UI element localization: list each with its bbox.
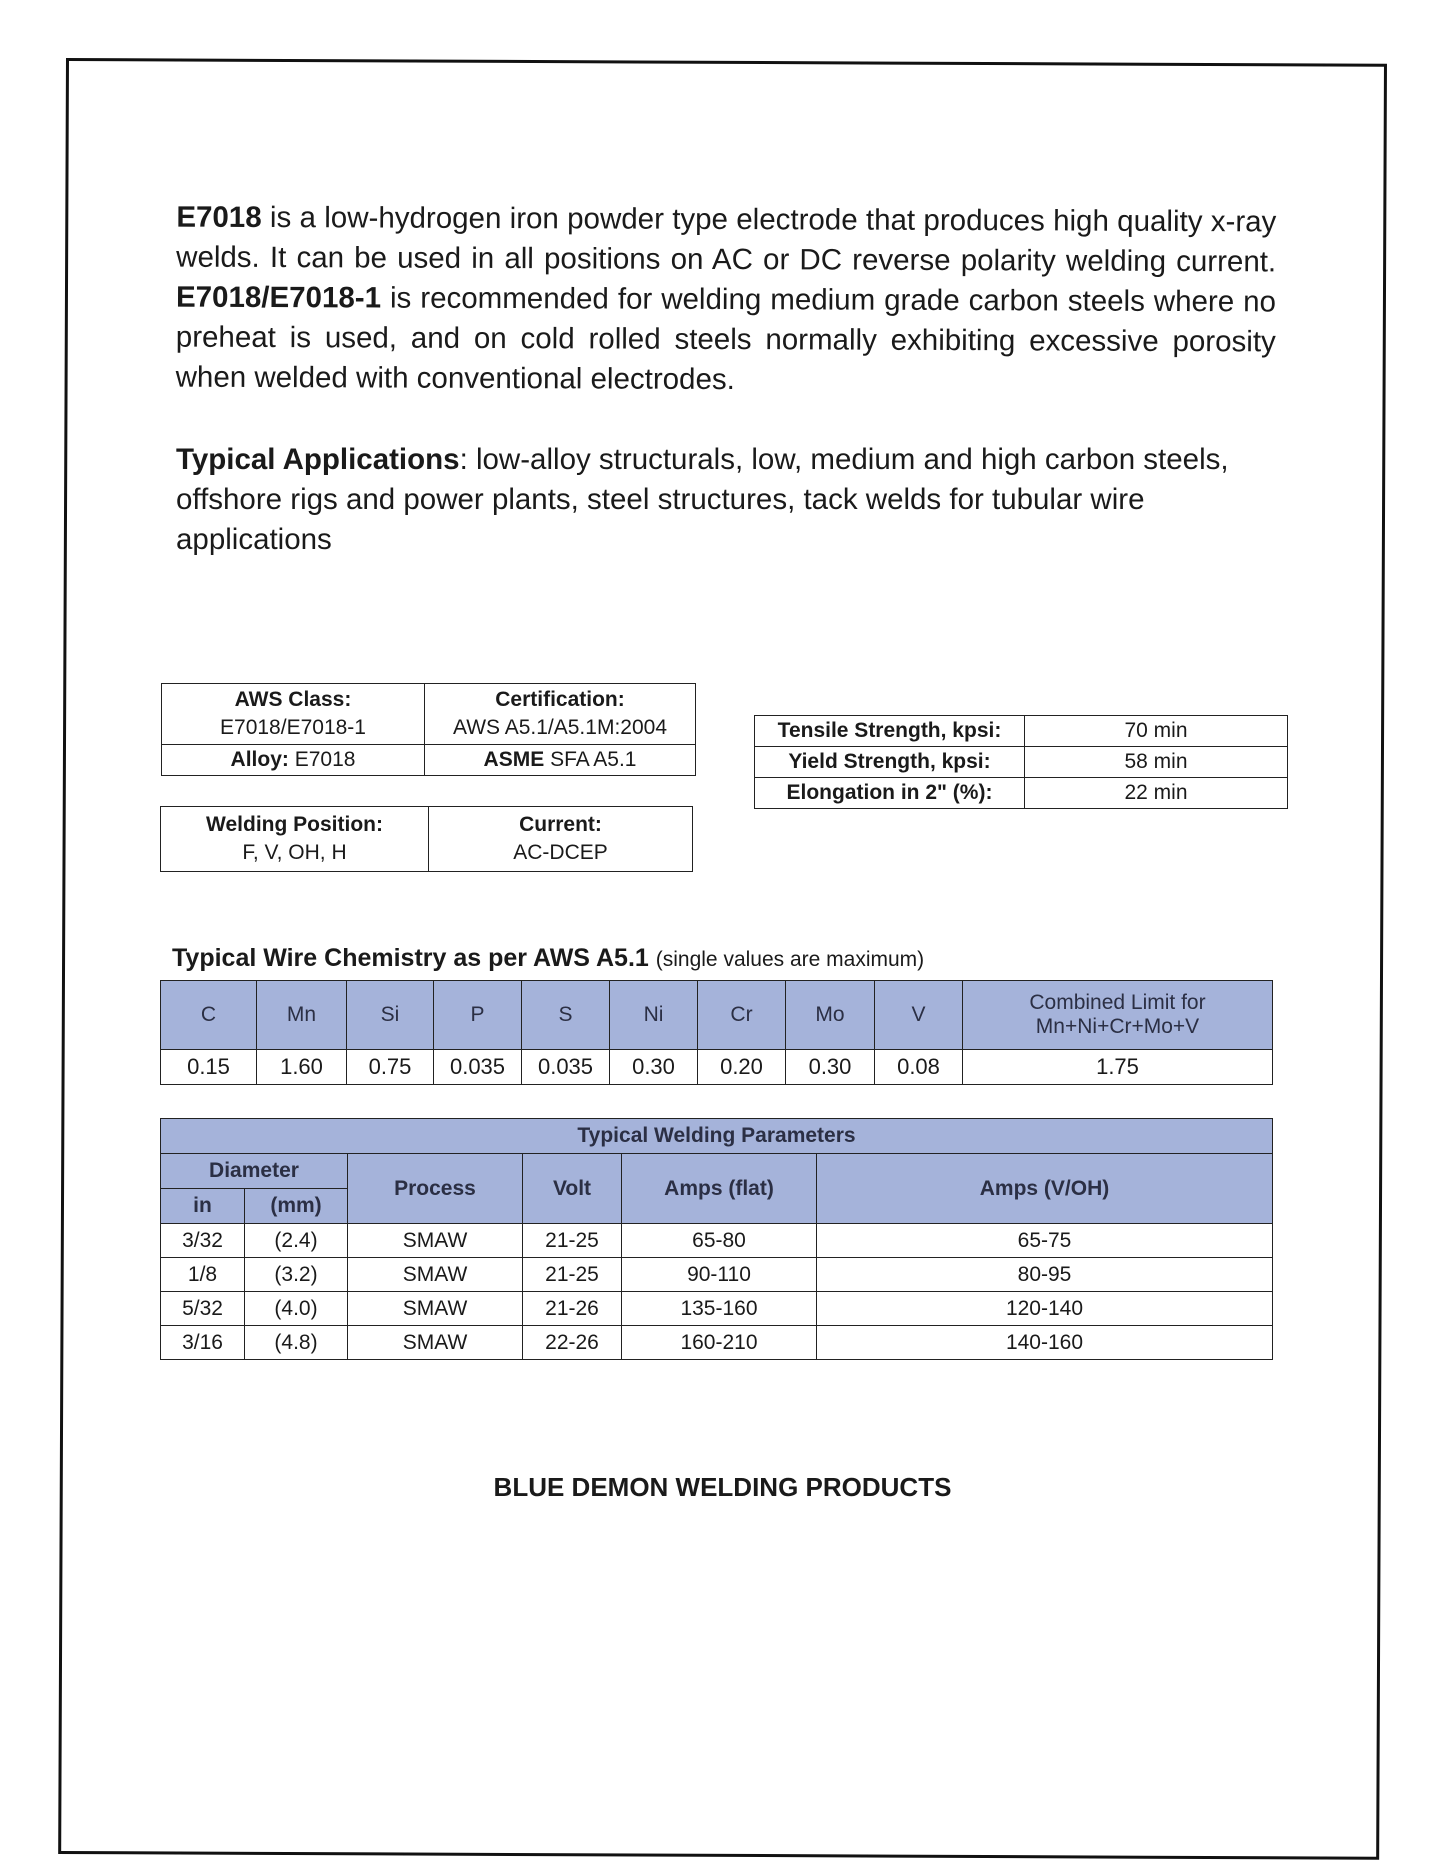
amps-flat: 90-110 <box>622 1258 817 1292</box>
certification-cell <box>425 684 696 745</box>
applications-text: : low-alloy structurals, low, medium and high carbon steels, offshore rigs and power plants, steel structures, tack welds for tubular wire applications <box>176 443 1229 556</box>
certification-label: Certification: <box>495 688 625 711</box>
current-value: AC-DCEP <box>513 841 608 864</box>
chemistry-note: (single values are maximum) <box>655 948 925 971</box>
amps-voh: 65-75 <box>817 1224 1273 1258</box>
table-row <box>161 1224 1273 1258</box>
diameter-in: 3/16 <box>161 1326 245 1360</box>
amps-flat: 160-210 <box>622 1326 817 1360</box>
process: SMAW <box>348 1224 523 1258</box>
welding-position-label: Welding Position: <box>206 813 383 836</box>
table-row <box>161 1292 1273 1326</box>
welding-title: Typical Welding Parameters <box>161 1119 1273 1154</box>
chemistry-table <box>160 980 1273 1085</box>
diameter-in: 3/32 <box>161 1224 245 1258</box>
diameter-header: Diameter <box>161 1154 348 1189</box>
asme-cell <box>425 745 696 776</box>
asme-value: SFA A5.1 <box>550 748 637 771</box>
diameter-mm: (4.0) <box>245 1292 348 1326</box>
applications-label: Typical Applications <box>176 443 460 476</box>
amps-flat-header: Amps (flat) <box>622 1154 817 1224</box>
current-cell <box>429 807 693 872</box>
welding-position-value: F, V, OH, H <box>242 841 347 864</box>
volt: 22-26 <box>523 1326 622 1360</box>
tensile-label: Tensile Strength, kpsi: <box>755 716 1025 747</box>
applications-paragraph <box>176 440 1286 560</box>
yield-label: Yield Strength, kpsi: <box>755 747 1025 778</box>
chem-header-cr: Cr <box>698 981 786 1050</box>
position-table <box>160 806 693 872</box>
chemistry-title-line <box>172 944 924 973</box>
yield-value: 58 min <box>1025 747 1288 778</box>
chem-value-cr: 0.20 <box>698 1050 786 1085</box>
chem-value-p: 0.035 <box>434 1050 522 1085</box>
amps-voh-header: Amps (V/OH) <box>817 1154 1273 1224</box>
footer-brand: BLUE DEMON WELDING PRODUCTS <box>493 1472 952 1502</box>
volt: 21-26 <box>523 1292 622 1326</box>
chemistry-value-row <box>161 1050 1273 1085</box>
process: SMAW <box>348 1292 523 1326</box>
aws-class-value: E7018/E7018-1 <box>220 716 366 739</box>
intro-text-1: is a low-hydrogen iron powder type electrode that produces high quality x-ray welds. It can be used in all positions on AC or DC reverse polarity welding current. <box>176 200 1277 279</box>
volt: 21-25 <box>523 1224 622 1258</box>
product-name: E7018 <box>176 200 262 234</box>
amps-voh: 140-160 <box>817 1326 1273 1360</box>
diameter-mm: (4.8) <box>245 1326 348 1360</box>
alloy-value: E7018 <box>294 748 356 771</box>
diameter-in: 5/32 <box>161 1292 245 1326</box>
elongation-label: Elongation in 2" (%): <box>755 778 1025 809</box>
process: SMAW <box>348 1326 523 1360</box>
table-row <box>161 1326 1273 1360</box>
amps-flat: 135-160 <box>622 1292 817 1326</box>
certification-value: AWS A5.1/A5.1M:2004 <box>452 716 667 739</box>
chem-value-s: 0.035 <box>522 1050 610 1085</box>
volt: 21-25 <box>523 1258 622 1292</box>
chem-header-mo: Mo <box>786 981 875 1050</box>
table-row <box>755 778 1288 809</box>
chem-value-si: 0.75 <box>347 1050 434 1085</box>
chem-header-v: V <box>875 981 963 1050</box>
alloy-label: Alloy: <box>230 748 289 771</box>
product-variant-name: E7018/E7018-1 <box>175 280 382 315</box>
diameter-in: 1/8 <box>161 1258 245 1292</box>
tensile-value: 70 min <box>1025 716 1288 747</box>
diameter-mm: (3.2) <box>245 1258 348 1292</box>
chem-value-ni: 0.30 <box>610 1050 698 1085</box>
intro-paragraph <box>176 198 1277 403</box>
alloy-cell <box>162 745 425 776</box>
diameter-mm-header: (mm) <box>245 1189 348 1224</box>
elongation-value: 22 min <box>1025 778 1288 809</box>
chem-value-combined: 1.75 <box>963 1050 1273 1085</box>
asme-label: ASME <box>483 748 545 771</box>
chem-header-si: Si <box>347 981 434 1050</box>
chem-header-combined: Combined Limit for Mn+Ni+Cr+Mo+V <box>963 981 1273 1050</box>
process: SMAW <box>348 1258 523 1292</box>
chem-header-p: P <box>434 981 522 1050</box>
strength-table <box>754 715 1288 809</box>
table-row <box>755 747 1288 778</box>
volt-header: Volt <box>523 1154 622 1224</box>
intro-text-2: is recommended for welding medium grade carbon steels where no preheat is used, and on cold rolled steels normally exhibiting excessive porosity when welded with conventional electrodes. <box>175 281 1277 397</box>
chem-header-s: S <box>522 981 610 1050</box>
diameter-mm: (2.4) <box>245 1224 348 1258</box>
class-table <box>161 683 696 776</box>
chem-value-mn: 1.60 <box>257 1050 347 1085</box>
chemistry-title: Typical Wire Chemistry as per AWS A5.1 <box>172 944 649 972</box>
welding-position-cell <box>161 807 429 872</box>
chemistry-header-row <box>161 981 1273 1050</box>
chem-header-ni: Ni <box>610 981 698 1050</box>
current-label: Current: <box>519 813 602 836</box>
amps-voh: 80-95 <box>817 1258 1273 1292</box>
chem-header-c: C <box>161 981 257 1050</box>
table-row <box>161 1258 1273 1292</box>
welding-parameters-table <box>160 1118 1273 1360</box>
diameter-in-header: in <box>161 1189 245 1224</box>
chem-value-v: 0.08 <box>875 1050 963 1085</box>
amps-voh: 120-140 <box>817 1292 1273 1326</box>
aws-class-label: AWS Class: <box>234 688 352 711</box>
table-row <box>755 716 1288 747</box>
amps-flat: 65-80 <box>622 1224 817 1258</box>
chem-value-mo: 0.30 <box>786 1050 875 1085</box>
chem-header-mn: Mn <box>257 981 347 1050</box>
process-header: Process <box>348 1154 523 1224</box>
aws-class-cell <box>162 684 425 745</box>
chem-value-c: 0.15 <box>161 1050 257 1085</box>
